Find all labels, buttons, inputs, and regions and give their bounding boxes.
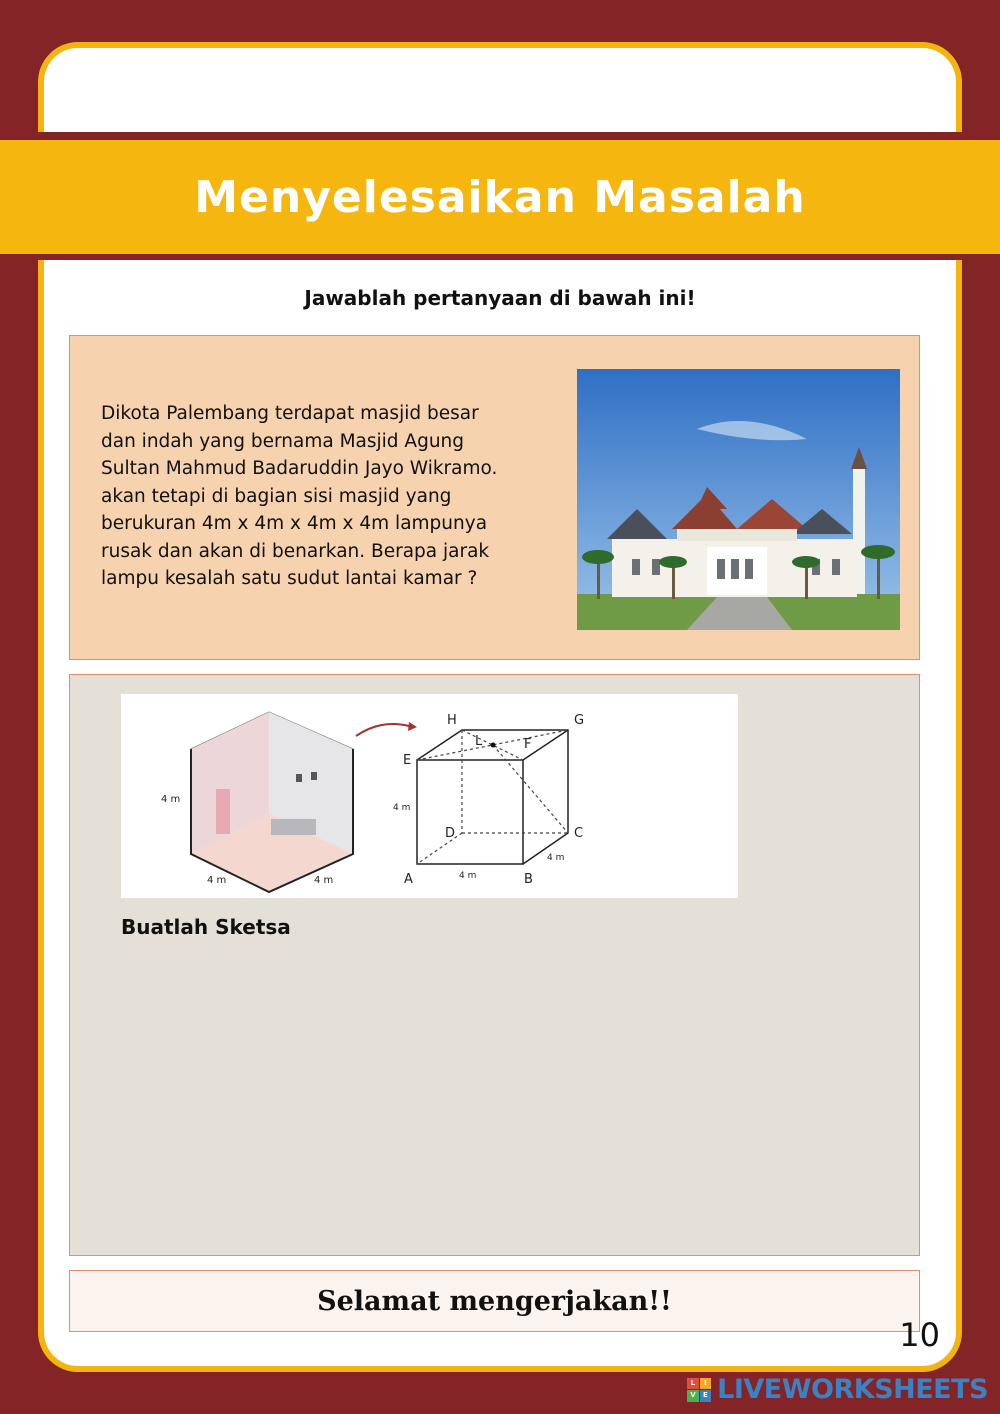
question-text: Dikota Palembang terdapat masjid besar dan indah yang bernama Masjid Agung Sultan Mahmud Badaruddin Jayo Wikramo. akan tetapi di bagian sisi masjid yang berukuran 4m x 4m x 4m x 4m lampunya rusak dan akan di benarkan. Berapa jarak lampu kesalah satu sudut lantai kamar ? [101,403,498,589]
cube-depth-label: 4 m [547,853,565,863]
liveworksheets-brand[interactable] [687,1374,988,1405]
vertex-D: D [445,826,456,841]
work-box [69,674,920,1256]
question-box [69,335,920,660]
mosque-photo [577,369,900,630]
cube-bottom-label: 4 m [459,871,477,881]
room-width-left-label: 4 m [207,875,227,886]
sketch-label: Buatlah Sketsa [121,915,291,939]
room-width-right-label: 4 m [314,875,334,886]
logo-letter-e: E [700,1390,712,1402]
page-title: Menyelesaikan Masalah [194,171,806,223]
page-number: 10 [899,1316,940,1354]
vertex-H: H [447,713,457,728]
instruction-text: Jawablah pertanyaan di bawah ini! [304,286,696,310]
room-height-label: 4 m [161,794,181,805]
title-banner [0,140,1000,254]
cube-height-label: 4 m [393,803,411,813]
vertex-F: F [524,737,532,752]
logo-letter-i: I [700,1378,712,1390]
brand-name: LIVEWORKSHEETS [717,1374,988,1405]
vertex-G: G [574,713,585,728]
vertex-A: A [404,872,413,887]
footer-text: Selamat mengerjakan!! [317,1285,672,1317]
vertex-E: E [403,753,412,768]
footer-box [69,1270,920,1332]
logo-letter-v: V [687,1390,699,1402]
logo-letter-l: L [687,1378,699,1390]
vertex-L: L [475,734,483,749]
room-cube-diagram [121,694,738,898]
vertex-C: C [574,826,584,841]
liveworksheets-logo-icon [687,1378,711,1402]
vertex-B: B [524,872,533,887]
